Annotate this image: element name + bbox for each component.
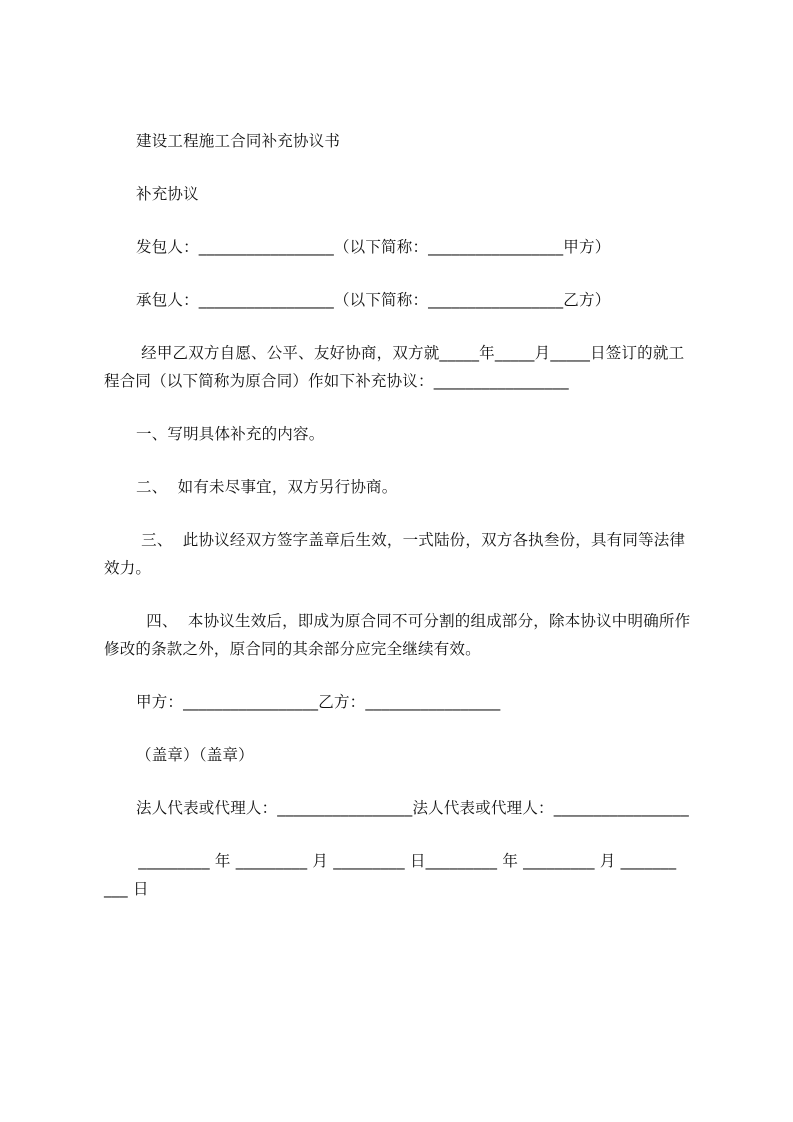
representative-line: 法人代表或代理人：_________________法人代表或代理人：_________________ [136,799,689,817]
party-signature-line: 甲方：_________________乙方：_________________ [136,693,501,711]
document-title: 建设工程施工合同补充协议书 [136,132,341,150]
seal-line: （盖章）（盖章） [136,746,254,764]
contractor-line: 承包人：_________________（以下简称：_________________乙方） [136,291,611,309]
document-heading: 补充协议 [136,185,199,203]
date-line-1: _________ 年 _________ 月 _________ 日_________ 年 _________ 月 _______ [128,852,677,870]
clause-4-line-1: 四、 本协议生效后，即成为原合同不可分割的组成部分，除本协议中明确所作 [136,612,691,630]
clause-3-line-1: 三、 此协议经双方签字盖章后生效，一式陆份，双方各执叁份，具有同等法律 [136,531,686,549]
clause-2: 二、 如有未尽事宜，双方另行协商。 [136,478,398,496]
employer-line: 发包人：_________________（以下简称：_________________甲方） [136,238,611,256]
clause-4-line-2: 修改的条款之外，原合同的其余部分应完全继续有效。 [104,640,481,658]
clause-1: 一、写明具体补充的内容。 [136,425,325,443]
intro-line-1: 经甲乙双方自愿、公平、友好协商，双方就_____年_____月_____日签订的就工 [136,344,685,362]
clause-3-line-2: 效力。 [104,559,152,577]
intro-line-2: 程合同（以下简称为原合同）作如下补充协议：_________________ [104,372,569,390]
date-line-2: ___ 日 [104,880,149,898]
